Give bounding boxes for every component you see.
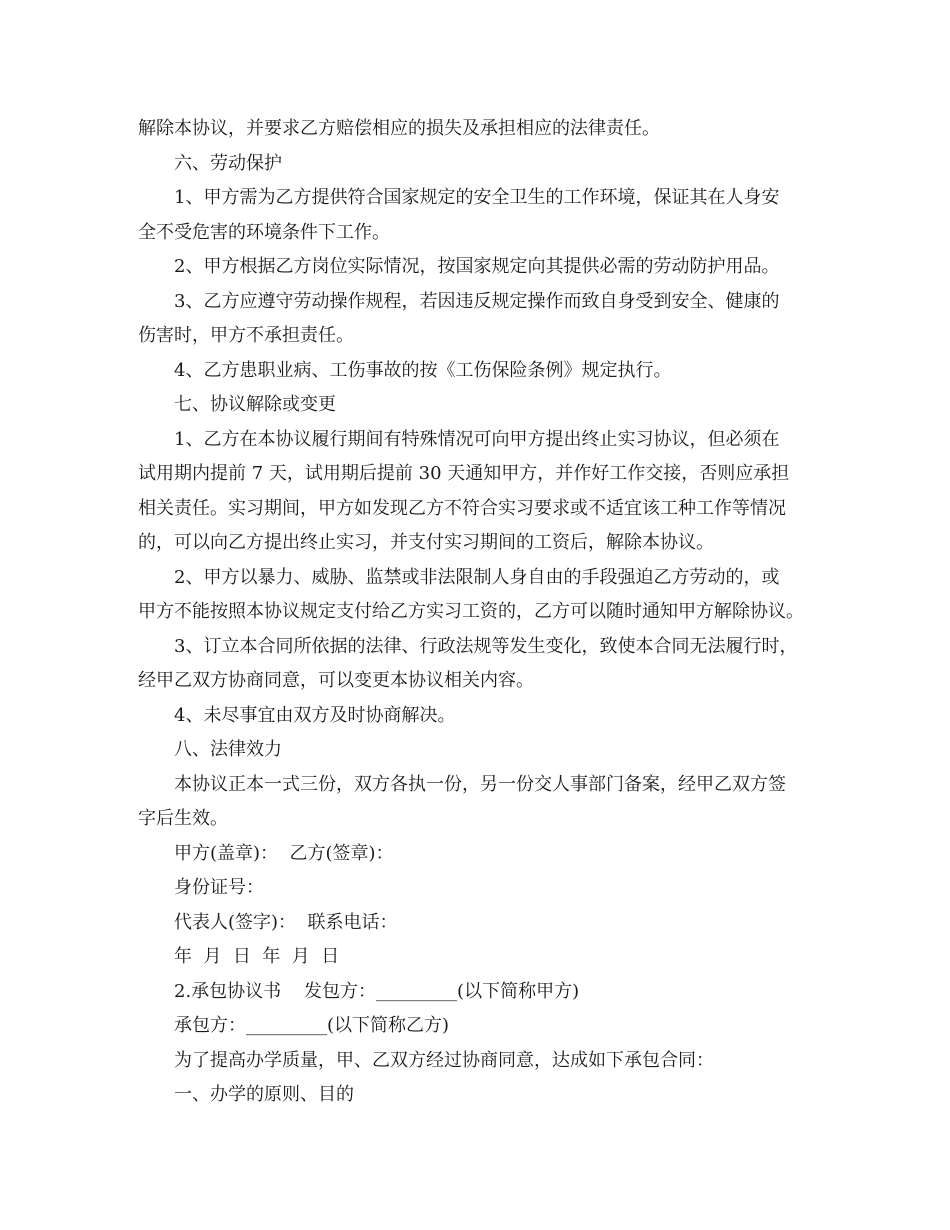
text-line: 3、订立本合同所依据的法律、行政法规等发生变化，致使本合同无法履行时，	[174, 635, 798, 657]
text-line: 的，可以向乙方提出终止实习，并支付实习期间的工资后，解除本协议。	[138, 532, 714, 553]
signature-party-line: 甲方(盖章)： 乙方(签章)：	[174, 842, 394, 864]
text-line: 2、甲方根据乙方岗位实际情况，按国家规定向其提供必需的劳动防护用品。	[174, 256, 780, 277]
text-line: 为了提高办学质量，甲、乙双方经过协商同意，达成如下承包合同：	[174, 1049, 714, 1071]
text-line: 伤害时，甲方不承担责任。	[138, 325, 354, 346]
contractor-line: 承包方：_________(以下简称乙方)	[174, 1015, 450, 1036]
text-line: 2、甲方以暴力、威胁、监禁或非法限制人身自由的手段强迫乙方劳动的，或	[174, 566, 780, 588]
representative-line: 代表人(签字)： 联系电话：	[174, 911, 398, 933]
section-heading: 八、法律效力	[174, 739, 282, 760]
section-heading: 一、办学的原则、目的	[174, 1084, 354, 1105]
section-heading: 七、协议解除或变更	[174, 394, 336, 415]
text-line: 1、乙方在本协议履行期间有特殊情况可向甲方提出终止实习协议，但必须在	[174, 428, 780, 450]
text-line: 甲方不能按照本协议规定支付给乙方实习工资的，乙方可以随时通知甲方解除协议。	[138, 601, 804, 622]
text-line: 经甲乙双方协商同意，可以变更本协议相关内容。	[138, 670, 534, 691]
contract-title-line: 2.承包协议书 发包方：_________(以下简称甲方)	[174, 980, 580, 1002]
text-line: 解除本协议，并要求乙方赔偿相应的损失及承担相应的法律责任。	[138, 118, 660, 139]
document-body	[138, 112, 828, 1113]
date-line: 年 月 日 年 月 日	[174, 946, 340, 967]
text-line: 4、乙方患职业病、工伤事故的按《工伤保险条例》规定执行。	[174, 359, 672, 381]
text-line: 本协议正本一式三份，双方各执一份，另一份交人事部门备案，经甲乙双方签	[174, 773, 786, 795]
text-line: 3、乙方应遵守劳动操作规程，若因违反规定操作而致自身受到安全、健康的	[174, 290, 780, 312]
text-line: 全不受危害的环境条件下工作。	[138, 221, 390, 243]
section-heading: 六、劳动保护	[174, 152, 282, 174]
text-line: 字后生效。	[138, 808, 228, 829]
text-line: 相关责任。实习期间，甲方如发现乙方不符合实习要求或不适宜该工种工作等情况	[138, 497, 786, 519]
text-line: 4、未尽事宜由双方及时协商解决。	[174, 704, 456, 726]
id-number-line: 身份证号：	[174, 877, 264, 898]
text-line: 试用期内提前 7 天，试用期后提前 30 天通知甲方，并作好工作交接，否则应承担	[138, 463, 790, 484]
text-line: 1、甲方需为乙方提供符合国家规定的安全卫生的工作环境，保证其在人身安	[174, 187, 780, 208]
